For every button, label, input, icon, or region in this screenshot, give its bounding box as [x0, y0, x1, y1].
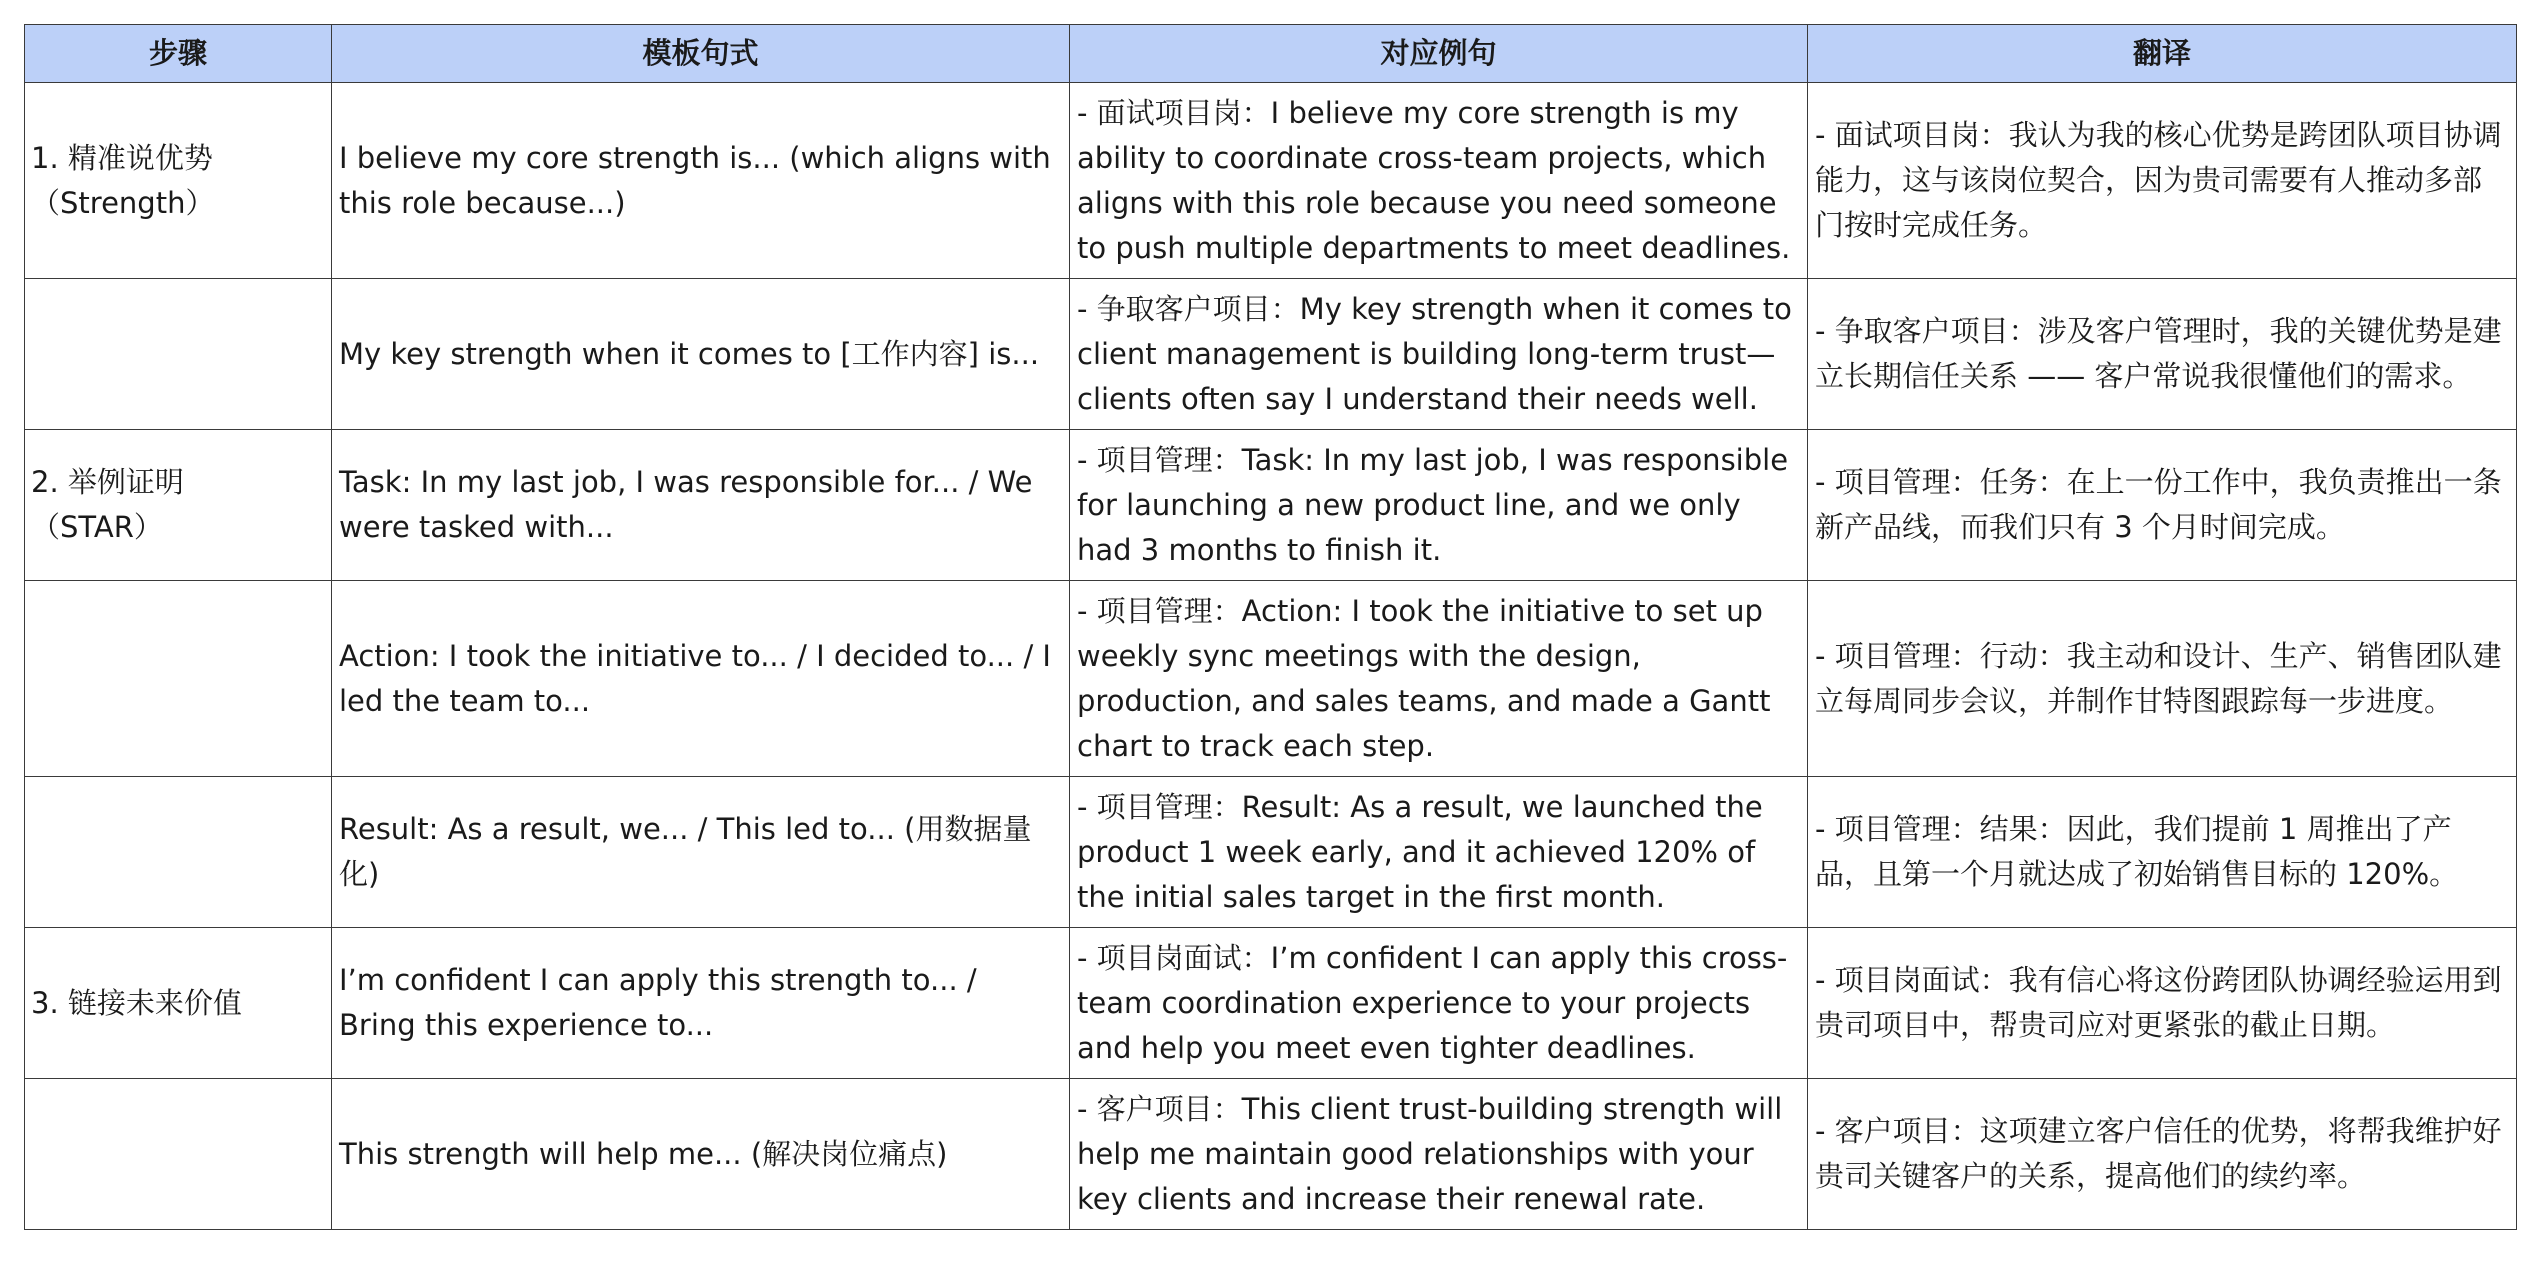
template-cell: Task: In my last job, I was responsible for... / We were tasked with...	[332, 430, 1070, 581]
template-cell: I believe my core strength is... (which aligns with this role because...)	[332, 83, 1070, 279]
step-cell: 2. 举例证明 （STAR）	[25, 430, 332, 581]
template-cell: I’m confident I can apply this strength to... / Bring this experience to...	[332, 928, 1070, 1079]
step-cell	[25, 279, 332, 430]
example-cell: - 客户项目：This client trust-building strength will help me maintain good relationships with your key clients and increase their renewal rate.	[1070, 1079, 1808, 1230]
example-cell: - 项目管理：Task: In my last job, I was responsible for launching a new product line, and we only had 3 months to finish it.	[1070, 430, 1808, 581]
template-cell: My key strength when it comes to [工作内容] is...	[332, 279, 1070, 430]
step-cell	[25, 1079, 332, 1230]
translation-cell: - 客户项目：这项建立客户信任的优势，将帮我维护好贵司关键客户的关系，提高他们的续约率。	[1808, 1079, 2517, 1230]
table-row	[25, 1079, 2517, 1230]
table-row	[25, 430, 2517, 581]
template-cell: Action: I took the initiative to... / I decided to... / I led the team to...	[332, 581, 1070, 777]
header-step: 步骤	[25, 25, 332, 83]
translation-cell: - 项目管理：行动：我主动和设计、生产、销售团队建立每周同步会议，并制作甘特图跟踪每一步进度。	[1808, 581, 2517, 777]
example-cell: - 争取客户项目：My key strength when it comes to client management is building long-term trust—clients often say I understand their needs well.	[1070, 279, 1808, 430]
header-template: 模板句式	[332, 25, 1070, 83]
header-example: 对应例句	[1070, 25, 1808, 83]
template-cell: Result: As a result, we... / This led to... (用数据量化)	[332, 777, 1070, 928]
example-cell: - 项目岗面试：I’m confident I can apply this cross-team coordination experience to your projects and help you meet even tighter deadlines.	[1070, 928, 1808, 1079]
table-row	[25, 83, 2517, 279]
translation-cell: - 项目管理：结果：因此，我们提前 1 周推出了产品，且第一个月就达成了初始销售目标的 120%。	[1808, 777, 2517, 928]
phrase-table	[24, 24, 2517, 1230]
step-cell: 3. 链接未来价值	[25, 928, 332, 1079]
example-cell: - 面试项目岗：I believe my core strength is my ability to coordinate cross-team projects, which aligns with this role because you need someone to push multiple departments to meet deadlines.	[1070, 83, 1808, 279]
translation-cell: - 项目管理：任务：在上一份工作中，我负责推出一条新产品线，而我们只有 3 个月时间完成。	[1808, 430, 2517, 581]
table-row	[25, 581, 2517, 777]
template-cell: This strength will help me... (解决岗位痛点)	[332, 1079, 1070, 1230]
example-cell: - 项目管理：Action: I took the initiative to set up weekly sync meetings with the design, production, and sales teams, and made a Gantt chart to track each step.	[1070, 581, 1808, 777]
header-row	[25, 25, 2517, 83]
table-row	[25, 928, 2517, 1079]
translation-cell: - 项目岗面试：我有信心将这份跨团队协调经验运用到贵司项目中，帮贵司应对更紧张的截止日期。	[1808, 928, 2517, 1079]
example-cell: - 项目管理：Result: As a result, we launched the product 1 week early, and it achieved 120% of the initial sales target in the first month.	[1070, 777, 1808, 928]
step-cell: 1. 精准说优势 （Strength）	[25, 83, 332, 279]
translation-cell: - 面试项目岗：我认为我的核心优势是跨团队项目协调能力，这与该岗位契合，因为贵司需要有人推动多部门按时完成任务。	[1808, 83, 2517, 279]
step-cell	[25, 777, 332, 928]
header-translation: 翻译	[1808, 25, 2517, 83]
translation-cell: - 争取客户项目：涉及客户管理时，我的关键优势是建立长期信任关系 —— 客户常说我很懂他们的需求。	[1808, 279, 2517, 430]
table-row	[25, 777, 2517, 928]
step-cell	[25, 581, 332, 777]
table-row	[25, 279, 2517, 430]
